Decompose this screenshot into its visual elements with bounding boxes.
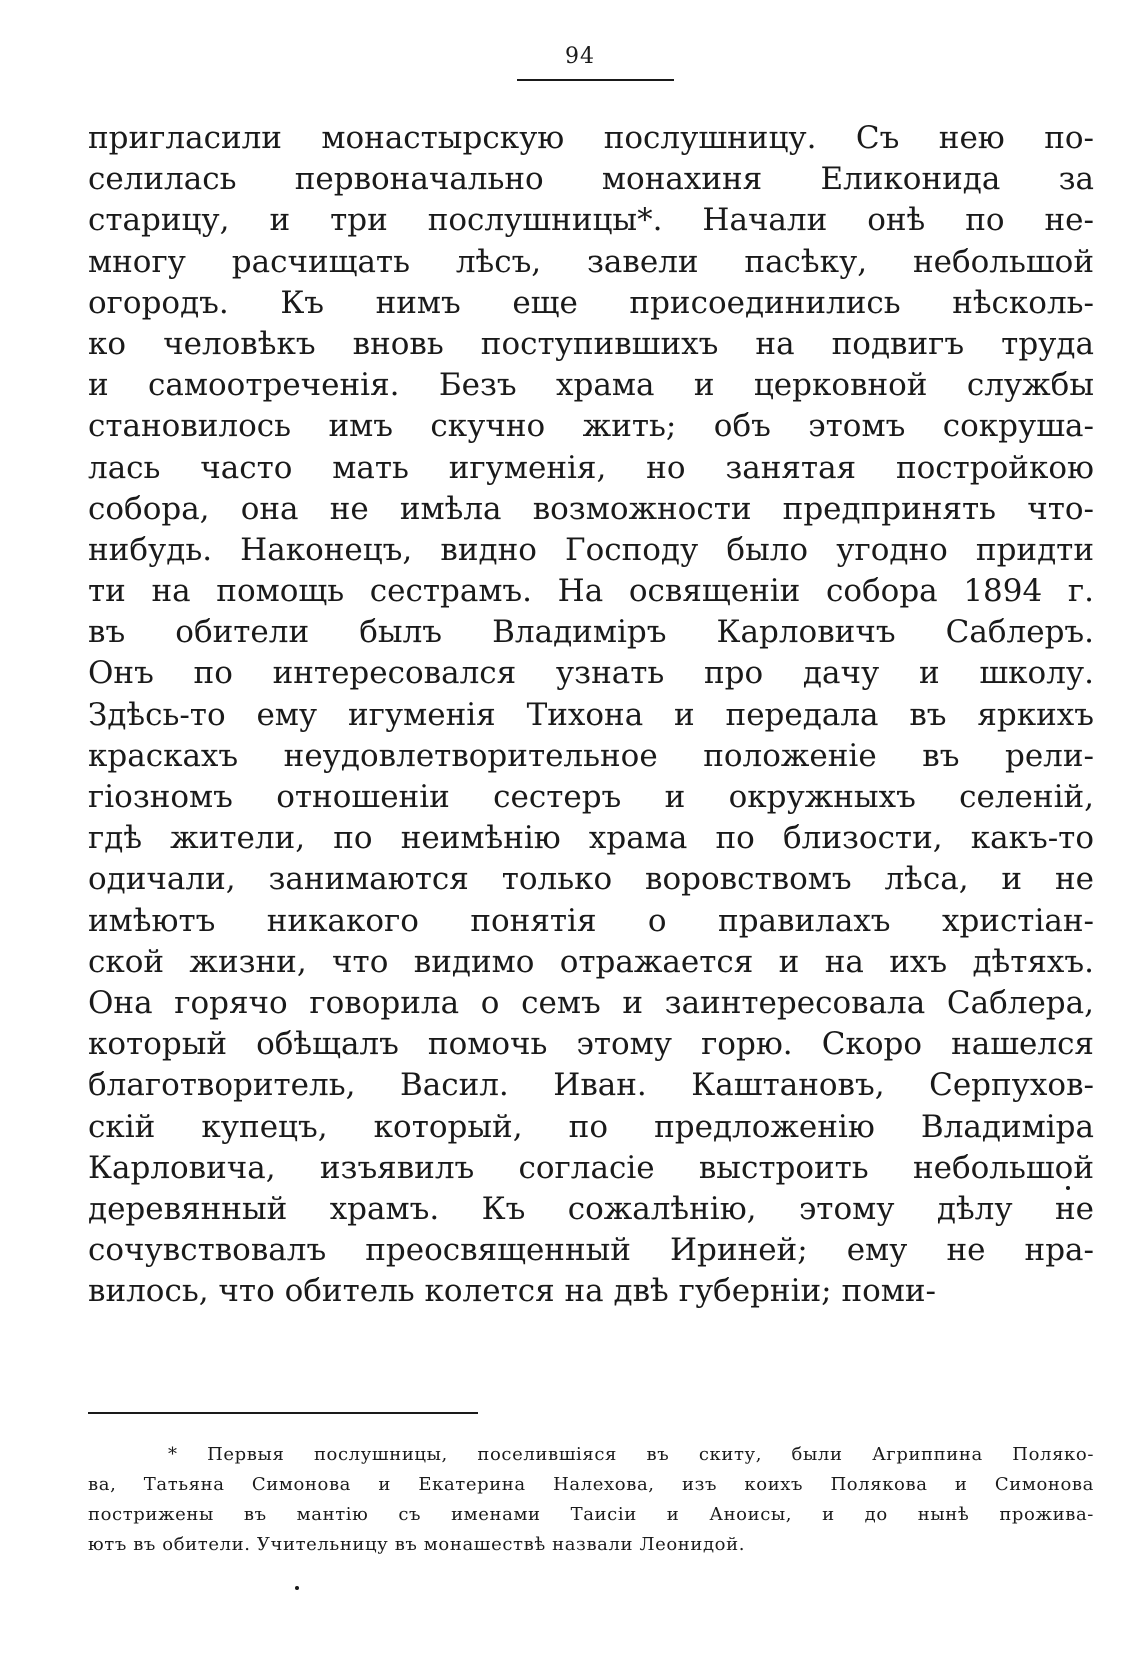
- body-line: ти на помощь сестрамъ. На освященіи собора 1894 г.: [88, 573, 1094, 610]
- body-line: и самоотреченія. Безъ храма и церковной службы: [88, 367, 1094, 404]
- body-line: старицу, и три послушницы*. Начали онѣ по не-: [88, 202, 1094, 239]
- body-line: гіозномъ отношеніи сестеръ и окружныхъ селеній,: [88, 779, 1094, 815]
- body-line: благотворитель, Васил. Иван. Каштановъ, Серпухов-: [88, 1067, 1094, 1104]
- body-line: лась часто мать игуменія, но занятая постройкою: [88, 449, 1094, 486]
- body-line: скій купецъ, который, по предложенію Владиміра: [88, 1108, 1094, 1145]
- body-line: пригласили монастырскую послушницу. Съ нею по-: [88, 120, 1094, 156]
- body-line: огородъ. Къ нимъ еще присоединились нѣсколь-: [88, 284, 1094, 321]
- body-line: ской жизни, что видимо отражается и на ихъ дѣтяхъ.: [88, 943, 1094, 980]
- body-line: Она горячо говорила о семъ и заинтересовала Саблера,: [88, 984, 1094, 1021]
- body-line: одичали, занимаются только воровствомъ лѣса, и не: [88, 861, 1094, 898]
- footnote-rule: [88, 1412, 478, 1414]
- body-line: ко человѣкъ вновь поступившихъ на подвигъ труда: [88, 325, 1094, 362]
- body-line: Карловича, изъявилъ согласіе выстроить небольшой: [88, 1149, 1094, 1186]
- body-line: Онъ по интересовался узнать про дачу и школу.: [88, 655, 1094, 692]
- body-line: краскахъ неудовлетворительное положеніе въ рели-: [88, 737, 1094, 774]
- body-line: селилась первоначально монахиня Еликонида за: [88, 161, 1094, 198]
- page-number: 94: [565, 44, 595, 69]
- footnote: [88, 1440, 1094, 1560]
- body-line: имѣютъ никакого понятія о правилахъ христіан-: [88, 902, 1094, 939]
- body-line: сочувствовалъ преосвященный Ириней; ему не нра-: [88, 1232, 1094, 1269]
- body-line: деревянный храмъ. Къ сожалѣнію, этому дѣлу не: [88, 1190, 1094, 1227]
- body-line: собора, она не имѣла возможности предпринять что-: [88, 490, 1094, 527]
- body-line: многу расчищать лѣсъ, завели пасѣку, небольшой: [88, 243, 1094, 280]
- footnote-line: ва, Татьяна Симонова и Екатерина Налехова, изъ коихъ Полякова и Симонова: [88, 1474, 1094, 1495]
- body-line: въ обители былъ Владиміръ Карловичъ Саблеръ.: [88, 614, 1094, 651]
- body-line: вилось, что обитель колется на двѣ губерніи; поми-: [88, 1273, 937, 1310]
- body-line: нибудь. Наконецъ, видно Господу было угодно придти: [88, 531, 1094, 568]
- footnote-line: * Первыя послушницы, поселившіяся въ скиту, были Агриппина Поляко-: [168, 1444, 1094, 1465]
- footnote-line: пострижены въ мантію съ именами Таисіи и Аноисы, и до нынѣ прожива-: [88, 1504, 1094, 1525]
- body-text: [88, 118, 1094, 1312]
- body-line: который обѣщалъ помочь этому горю. Скоро нашелся: [88, 1026, 1094, 1063]
- body-line: гдѣ жители, по неимѣнію храма по близости, какъ-то: [88, 820, 1094, 857]
- body-line: Здѣсь-то ему игуменія Тихона и передала въ яркихъ: [88, 696, 1094, 733]
- scan-speck: [1066, 1186, 1070, 1190]
- footnote-line: ютъ въ обители. Учительницу въ монашествѣ назвали Леонидой.: [88, 1534, 746, 1555]
- scan-speck: [295, 1586, 299, 1590]
- body-line: становилось имъ скучно жить; объ этомъ сокруша-: [88, 408, 1094, 445]
- page-number-rule: [517, 79, 674, 81]
